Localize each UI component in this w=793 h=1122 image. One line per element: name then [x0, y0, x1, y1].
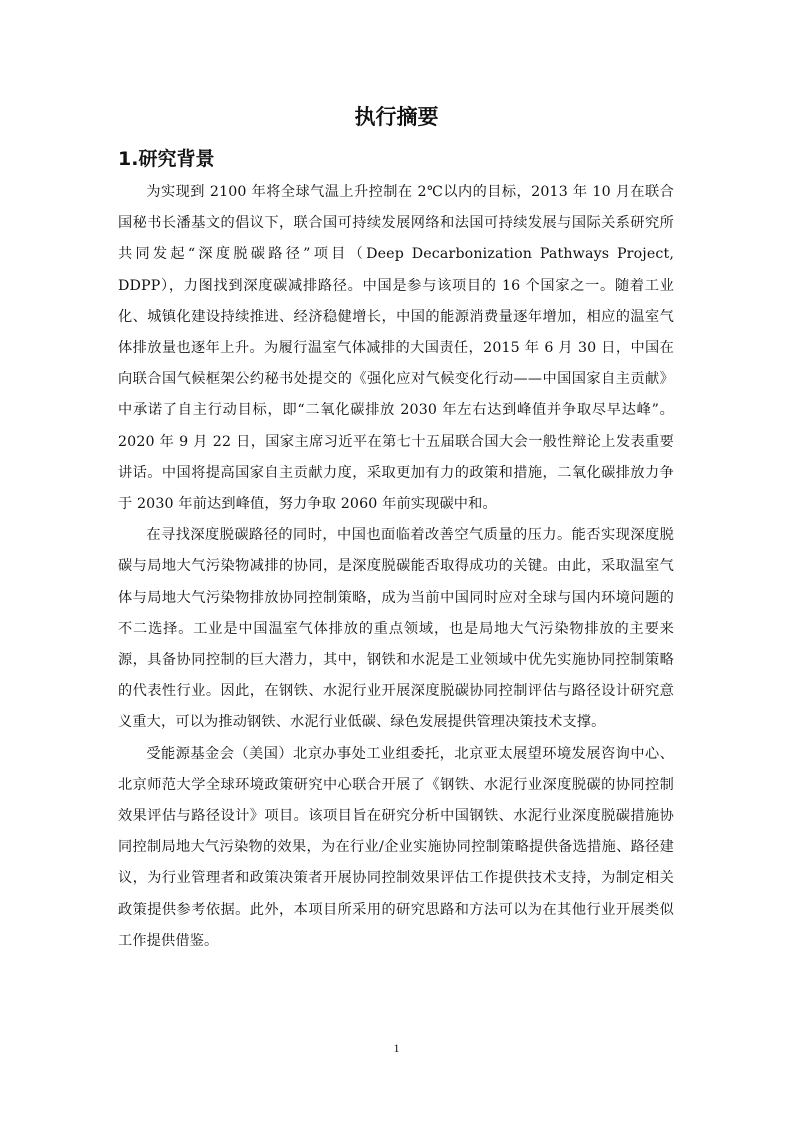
paragraph-co-control: 在寻找深度脱碳路径的同时，中国也面临着改善空气质量的压力。能否实现深度脱碳与局地大气污染物减排的协同，是深度脱碳能否取得成功的关键。由此，采取温室气体与局地大气污染物排放协同控制策略，成为当前中国同时应对全球与国内环境问题的不二选择。工业是中国温室气体排放的重点领域，也是局地大气污染物排放的主要来源，具备协同控制的巨大潜力，其中，钢铁和水泥是工业领域中优先实施协同控制策略的代表性行业。因此，在钢铁、水泥行业开展深度脱碳协同控制评估与路径设计研究意义重大，可以为推动钢铁、水泥行业低碳、绿色发展提供管理决策技术支撑。	[118, 527, 674, 731]
paragraph-background: 为实现到 2100 年将全球气温上升控制在 2℃以内的目标，2013 年 10 月在联合国秘书长潘基文的倡议下，联合国可持续发展网络和法国可持续发展与国际关系研究所共同发起“深度脱碳路径”项目（Deep Decarbonization Pathways Project, DDPP），力图找到深度碳减排路径。中国是参与该项目的 16 个国家之一。随着工业化、城镇化建设持续推进、经济稳健增长，中国的能源消费量逐年增加，相应的温室气体排放量也逐年上升。为履行温室气体减排的大国责任，2015 年 6 月 30 日，中国在向联合国气候框架公约秘书处提交的《强化应对气候变化行动——中国国家自主贡献》中承诺了自主行动目标，即“二氧化碳排放 2030 年左右达到峰值并争取尽早达峰”。2020 年 9 月 22 日，国家主席习近平在第七十五届联合国大会一般性辩论上发表重要讲话。中国将提高国家自主贡献力度，采取更加有力的政策和措施，二氧化碳排放力争于 2030 年前达到峰值，努力争取 2060 年前实现碳中和。	[118, 184, 674, 513]
section-heading: 1.研究背景	[118, 148, 215, 170]
page-number: 1	[393, 1041, 400, 1055]
paragraph-project: 受能源基金会（美国）北京办事处工业组委托，北京亚太展望环境发展咨询中心、北京师范大学全球环境政策研究中心联合开展了《钢铁、水泥行业深度脱碳的协同控制效果评估与路径设计》项目。该项目旨在研究分析中国钢铁、水泥行业深度脱碳措施协同控制局地大气污染物的效果，为在行业/企业实施协同控制策略提供备选措施、路径建议，为行业管理者和政策决策者开展协同控制效果评估工作提供技术支持，为制定相关政策提供参考依据。此外，本项目所采用的研究思路和方法可以为在其他行业开展类似工作提供借鉴。	[118, 745, 674, 949]
body-text	[118, 177, 674, 957]
page-title: 执行摘要	[354, 105, 439, 129]
